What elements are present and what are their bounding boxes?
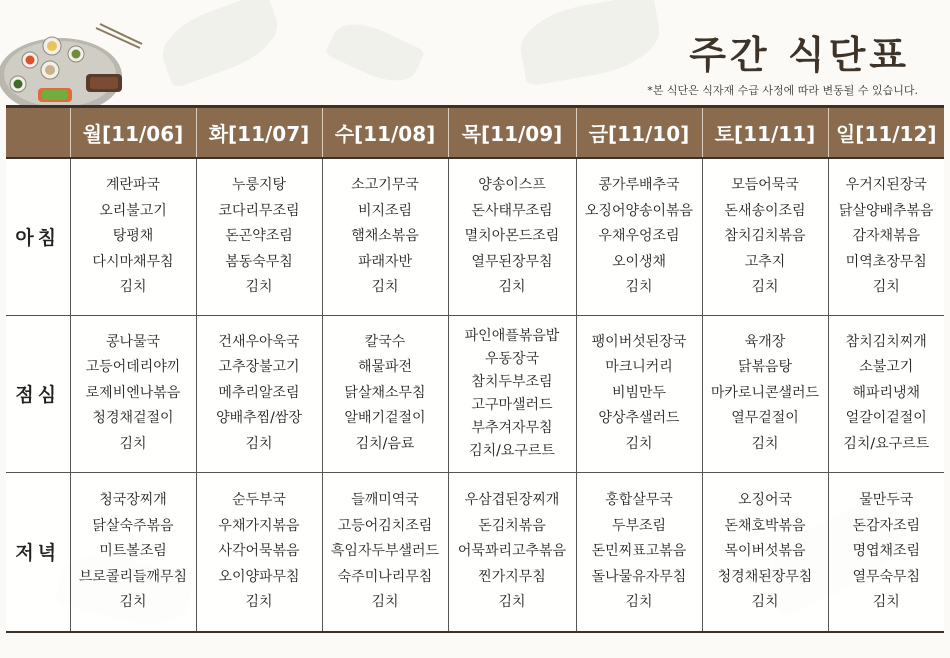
menu-cell bbox=[196, 158, 322, 315]
dish-item: 참치두부조림 bbox=[471, 373, 553, 390]
dish-item: 소불고기 bbox=[859, 359, 914, 376]
dish-item: 김치 bbox=[371, 279, 399, 295]
dish-item: 누룽지탕 bbox=[231, 177, 287, 193]
dish-item: 육개장 bbox=[744, 333, 786, 350]
dish-item: 돈새송이조림 bbox=[724, 202, 806, 219]
dish-item: 김치 bbox=[751, 435, 779, 452]
menu-cell bbox=[576, 472, 702, 632]
dish-item: 고등어김치조림 bbox=[337, 517, 433, 534]
dish-item: 우삼겹된장찌개 bbox=[464, 492, 560, 508]
dish-item: 참치김치찌개 bbox=[845, 333, 927, 350]
dish-item: 마카로니콘샐러드 bbox=[710, 384, 820, 401]
dish-item: 파인애플볶음밥 bbox=[464, 327, 560, 344]
menu-cell bbox=[828, 472, 944, 632]
day-header-row bbox=[6, 107, 944, 159]
dish-item: 홍합살무국 bbox=[605, 492, 673, 508]
dish-item: 돈채호박볶음 bbox=[724, 517, 806, 534]
menu-cell bbox=[70, 158, 196, 315]
dish-list bbox=[829, 330, 945, 458]
dish-item: 부추겨자무침 bbox=[471, 419, 553, 436]
dish-item: 고추장불고기 bbox=[218, 359, 300, 376]
menu-cell bbox=[576, 315, 702, 472]
dish-list bbox=[71, 330, 196, 458]
menu-cell bbox=[322, 472, 448, 632]
menu-cell bbox=[322, 158, 448, 315]
dish-item: 김치 bbox=[625, 594, 653, 610]
dish-item: 오징어국 bbox=[737, 492, 793, 508]
dish-item: 돈민찌표고볶음 bbox=[591, 543, 687, 559]
day-header-thu: 목[11/09] bbox=[448, 107, 576, 159]
dish-item: 김치 bbox=[245, 435, 273, 452]
dish-item: 김치 bbox=[245, 279, 273, 295]
dish-list bbox=[703, 488, 828, 616]
dish-list bbox=[829, 173, 945, 301]
day-header-wed: 수[11/08] bbox=[322, 107, 448, 159]
dish-list bbox=[449, 173, 576, 301]
dish-item: 감자채볶음 bbox=[852, 228, 921, 244]
dish-item: 김치 bbox=[498, 594, 526, 610]
dish-item: 콩가루배추국 bbox=[598, 177, 680, 193]
menu-cell bbox=[702, 158, 828, 315]
dish-item: 흑임자두부샐러드 bbox=[330, 543, 440, 559]
dish-list bbox=[71, 173, 196, 301]
dish-item: 알배기겉절이 bbox=[344, 410, 426, 427]
menu-change-notice: *본 식단은 식자재 수급 사정에 따라 변동될 수 있습니다. bbox=[647, 84, 918, 97]
dish-list bbox=[449, 325, 576, 463]
dish-list bbox=[703, 330, 828, 458]
dish-item: 브로콜리들깨무침 bbox=[78, 568, 188, 585]
dish-item: 명엽채조림 bbox=[852, 543, 921, 559]
dish-item: 콩나물국 bbox=[105, 333, 161, 350]
menu-cell bbox=[448, 315, 576, 472]
dish-list bbox=[577, 330, 702, 458]
dish-item: 멸치아몬드조림 bbox=[464, 228, 560, 244]
dish-item: 두부조림 bbox=[611, 517, 667, 534]
dish-item: 미역초장무침 bbox=[845, 253, 927, 270]
day-header-fri: 금[11/10] bbox=[576, 107, 702, 159]
menu-body bbox=[6, 158, 944, 632]
dish-item: 김치 bbox=[872, 279, 900, 295]
dish-item: 사각어묵볶음 bbox=[218, 543, 300, 559]
dish-item: 들깨미역국 bbox=[351, 492, 419, 508]
dish-item: 찐가지무침 bbox=[478, 568, 546, 585]
dish-item: 김치/요구르트 bbox=[469, 442, 555, 459]
dish-item: 로제비엔나볶음 bbox=[85, 384, 181, 401]
dish-item: 돌나물유자무침 bbox=[591, 568, 687, 585]
dish-item: 청국장찌개 bbox=[99, 492, 167, 508]
meal-label: 아침 bbox=[6, 158, 70, 315]
dish-item: 김치 bbox=[371, 594, 399, 610]
dish-item: 참치김치볶음 bbox=[724, 228, 806, 244]
menu-cell bbox=[196, 315, 322, 472]
dish-item: 김치 bbox=[119, 435, 147, 452]
dish-list bbox=[323, 330, 448, 458]
menu-cell bbox=[70, 472, 196, 632]
dish-item: 마크니커리 bbox=[605, 359, 673, 376]
dish-item: 비빔만두 bbox=[611, 384, 667, 401]
dish-item: 햄채소볶음 bbox=[351, 228, 419, 244]
dish-list bbox=[71, 488, 196, 616]
meal-label: 저녁 bbox=[6, 472, 70, 632]
dish-item: 열무된장무침 bbox=[471, 253, 553, 270]
dish-item: 소고기무국 bbox=[351, 177, 419, 193]
dish-item: 목이버섯볶음 bbox=[724, 543, 806, 559]
meal-label: 점심 bbox=[6, 315, 70, 472]
day-header-sun: 일[11/12] bbox=[828, 107, 944, 159]
dish-item: 김치 bbox=[751, 279, 779, 295]
dish-item: 탕평채 bbox=[112, 228, 154, 244]
day-header-sat: 토[11/11] bbox=[702, 107, 828, 159]
dish-item: 우채가지볶음 bbox=[218, 517, 300, 534]
dish-item: 김치 bbox=[625, 435, 653, 452]
dish-item: 비지조림 bbox=[357, 202, 413, 219]
dish-list bbox=[323, 173, 448, 301]
dish-item: 미트볼조림 bbox=[99, 543, 167, 559]
menu-cell bbox=[448, 158, 576, 315]
weekly-menu-table bbox=[6, 105, 944, 633]
dish-item: 양상추샐러드 bbox=[598, 410, 680, 427]
dish-item: 계란파국 bbox=[105, 177, 161, 193]
dish-item: 칼국수 bbox=[364, 333, 406, 350]
dish-item: 숙주미나리무침 bbox=[337, 568, 433, 585]
menu-cell bbox=[702, 472, 828, 632]
dish-item: 얼갈이겉절이 bbox=[845, 410, 927, 427]
dish-item: 메추리알조림 bbox=[218, 384, 300, 401]
menu-cell bbox=[448, 472, 576, 632]
dish-list bbox=[829, 488, 945, 616]
food-bowls-illustration bbox=[0, 18, 150, 110]
dish-item: 우채우엉조림 bbox=[598, 228, 680, 244]
dish-item: 팽이버섯된장국 bbox=[591, 333, 687, 350]
dish-item: 청경채겉절이 bbox=[92, 410, 174, 427]
dish-item: 돈곤약조림 bbox=[225, 228, 293, 244]
dish-item: 오징어양송이볶음 bbox=[584, 202, 694, 219]
dish-list bbox=[197, 173, 322, 301]
dish-item: 고추지 bbox=[744, 253, 786, 270]
menu-cell bbox=[702, 315, 828, 472]
dish-item: 우거지된장국 bbox=[845, 177, 927, 193]
dish-item: 닭살양배추볶음 bbox=[838, 202, 934, 219]
dish-list bbox=[449, 488, 576, 616]
meal-row bbox=[6, 158, 944, 315]
dish-item: 김치 bbox=[625, 279, 653, 295]
dish-item: 순두부국 bbox=[231, 492, 287, 508]
dish-list bbox=[577, 173, 702, 301]
dish-list bbox=[197, 330, 322, 458]
menu-cell bbox=[70, 315, 196, 472]
page-title: 주간 식단표 bbox=[689, 33, 910, 77]
dish-item: 돈사태무조림 bbox=[471, 202, 553, 219]
dish-item: 우동장국 bbox=[484, 350, 540, 367]
dish-item: 돈감자조림 bbox=[852, 517, 921, 534]
dish-item: 열무숙무침 bbox=[852, 568, 921, 585]
dish-list bbox=[323, 488, 448, 616]
menu-cell bbox=[196, 472, 322, 632]
dish-item: 김치/요구르트 bbox=[843, 435, 930, 452]
dish-item: 양송이스프 bbox=[478, 177, 546, 193]
dish-item: 김치 bbox=[245, 594, 273, 610]
dish-item: 닭살숙주볶음 bbox=[92, 517, 174, 534]
dish-item: 모듬어묵국 bbox=[731, 177, 799, 193]
menu-cell bbox=[828, 158, 944, 315]
dish-item: 오이양파무침 bbox=[218, 568, 300, 585]
dish-list bbox=[577, 488, 702, 616]
dish-item: 코다리무조림 bbox=[218, 202, 300, 219]
dish-item: 김치/음료 bbox=[355, 435, 415, 452]
dish-item: 청경채된장무침 bbox=[717, 568, 813, 585]
dish-item: 파래자반 bbox=[357, 253, 413, 270]
header bbox=[0, 0, 950, 105]
dish-list bbox=[703, 173, 828, 301]
dish-item: 해물파전 bbox=[357, 359, 413, 376]
dish-item: 김치 bbox=[872, 594, 900, 610]
dish-item: 김치 bbox=[119, 594, 147, 610]
menu-cell bbox=[322, 315, 448, 472]
corner-cell bbox=[6, 107, 70, 159]
menu-cell bbox=[828, 315, 944, 472]
meal-row bbox=[6, 472, 944, 632]
dish-item: 물만두국 bbox=[859, 492, 914, 508]
menu-cell bbox=[576, 158, 702, 315]
meal-row bbox=[6, 315, 944, 472]
dish-item: 봄동숙무침 bbox=[225, 253, 293, 270]
dish-item: 김치 bbox=[498, 279, 526, 295]
dish-item: 다시마채무침 bbox=[92, 253, 174, 270]
dish-item: 돈김치볶음 bbox=[478, 517, 546, 534]
dish-item: 건새우아욱국 bbox=[218, 333, 300, 350]
dish-item: 해파리냉채 bbox=[852, 384, 921, 401]
dish-item: 김치 bbox=[119, 279, 147, 295]
dish-item: 김치 bbox=[751, 594, 779, 610]
dish-item: 열무겉절이 bbox=[731, 410, 799, 427]
dish-list bbox=[197, 488, 322, 616]
dish-item: 닭볶음탕 bbox=[737, 359, 793, 376]
dish-item: 고구마샐러드 bbox=[471, 396, 553, 413]
dish-item: 오리불고기 bbox=[99, 202, 167, 219]
dish-item: 양배추찜/쌈장 bbox=[216, 410, 302, 427]
dish-item: 고등어데리야끼 bbox=[85, 359, 181, 376]
dish-item: 어묵꽈리고추볶음 bbox=[457, 543, 567, 559]
dish-item: 닭살채소무침 bbox=[344, 384, 426, 401]
day-header-tue: 화[11/07] bbox=[196, 107, 322, 159]
day-header-mon: 월[11/06] bbox=[70, 107, 196, 159]
dish-item: 오이생채 bbox=[611, 253, 667, 270]
